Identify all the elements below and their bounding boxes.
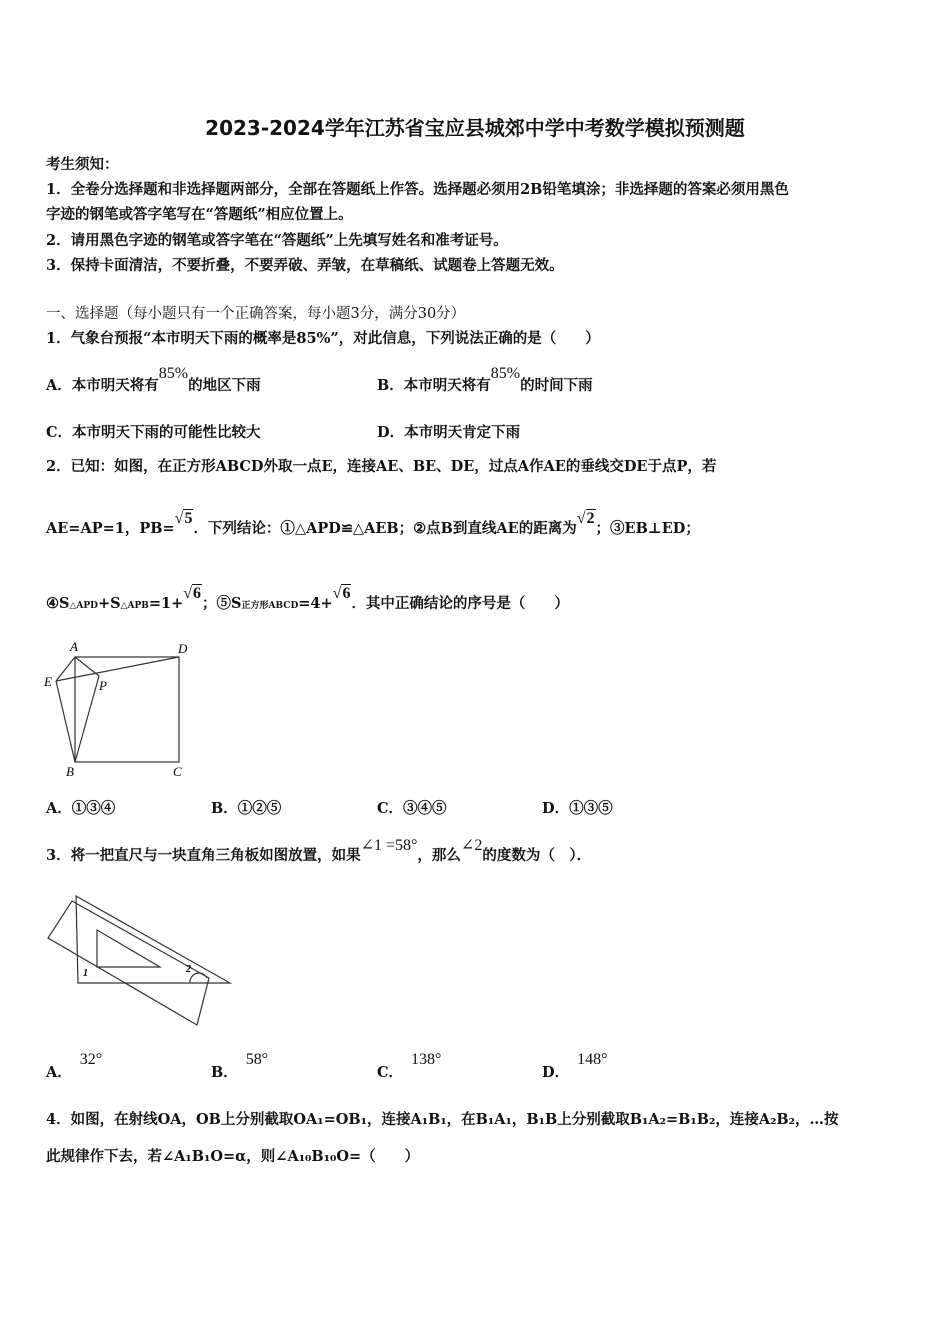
label-a: A	[70, 639, 78, 654]
sqrt-2: √2	[576, 510, 595, 527]
q2-choice-b: B．①②⑤	[211, 800, 282, 817]
notice-item-2: 2．请用黑色字迹的钢笔或答字笔在“答题纸”上先填写姓名和准考证号。	[46, 232, 508, 249]
q3-angle-1: ∠1 =58°	[360, 837, 418, 854]
q3-stem: 3．将一把直尺与一块直角三角板如图放置，如果∠1 =58°，那么∠2的度数为（ ）．	[46, 837, 592, 864]
label-b: B	[66, 764, 74, 779]
ruler	[48, 901, 209, 1025]
label-c: C	[173, 764, 182, 779]
q2-choice-c: C．③④⑤	[377, 800, 447, 817]
q1-stem: 1．气象台预报“本市明天下雨的概率是85%”，对此信息，下列说法正确的是（ ）	[46, 330, 600, 347]
triangle-outer	[76, 896, 230, 983]
page-title: 2023-2024学年江苏省宝应县城郊中学中考数学模拟预测题	[205, 116, 745, 140]
label-d: D	[178, 641, 188, 656]
sqrt-5: √5	[174, 510, 193, 527]
q3-figure	[42, 893, 242, 1033]
q1-choice-d: D．本市明天肯定下雨	[377, 424, 521, 441]
square-abcd	[75, 657, 179, 762]
q2-line-3: ④S△APD+S△APB=1+√6；⑤S正方形ABCD=4+√6．其中正确结论的序号是（ ）	[46, 585, 569, 612]
section-heading: 一、选择题（每小题只有一个正确答案，每小题3分，满分30分）	[46, 306, 466, 322]
triangle-inner	[97, 930, 160, 967]
angle-label-2: 2	[186, 964, 191, 975]
q4-line-1: 4．如图，在射线OA，OB上分别截取OA₁=OB₁，连接A₁B₁，在B₁A₁，B₁B上分别截取B₁A₂=B₁B₂，连接A₂B₂，…按	[46, 1111, 839, 1128]
q2-choice-a: A．①③④	[46, 800, 116, 817]
q2-choice-d: D．①③⑤	[542, 800, 613, 817]
notice-heading: 考生须知：	[46, 156, 119, 173]
q1-a-math: 85%	[158, 365, 189, 382]
sqrt-6-a: √6	[183, 585, 202, 602]
q3-choice-b: B．58°	[211, 1051, 269, 1081]
q1-choice-a: A．本市明天将有85%的地区下雨	[46, 365, 261, 394]
q3-choice-c: C．138°	[377, 1051, 442, 1081]
q3-angle-2: ∠2	[460, 837, 483, 854]
q2-figure	[40, 637, 200, 782]
q3-choice-a: A．32°	[46, 1051, 103, 1081]
label-p: P	[99, 678, 107, 693]
q3-choice-d: D．148°	[542, 1051, 608, 1081]
notice-item-3: 3．保持卡面清洁，不要折叠，不要弄破、弄皱，在草稿纸、试题卷上答题无效。	[46, 257, 564, 274]
q2-line-2: AE=AP=1，PB=√5．下列结论：①△APD≌△AEB；②点B到直线AE的距离为√2；③EB⊥ED；	[46, 510, 700, 537]
q1-b-math: 85%	[490, 365, 521, 382]
sqrt-6-b: √6	[332, 585, 351, 602]
q1-choice-c: C．本市明天下雨的可能性比较大	[46, 424, 261, 441]
q4-line-2: 此规律作下去，若∠A₁B₁O=α，则∠A₁₀B₁₀O=（ ）	[46, 1148, 420, 1165]
q2-line-1: 2．已知：如图，在正方形ABCD外取一点E，连接AE、BE、DE，过点A作AE的垂线交DE于点P，若	[46, 458, 717, 475]
angle-label-1: 1	[83, 968, 88, 979]
label-e: E	[44, 674, 52, 689]
notice-item-1-line-2: 字迹的钢笔或答字笔写在“答题纸”相应位置上。	[46, 206, 353, 223]
q1-choice-b: B．本市明天将有85%的时间下雨	[377, 365, 593, 394]
notice-item-1-line-1: 1．全卷分选择题和非选择题两部分，全部在答题纸上作答。选择题必须用2B铅笔填涂；非选择题的答案必须用黑色	[46, 181, 789, 198]
